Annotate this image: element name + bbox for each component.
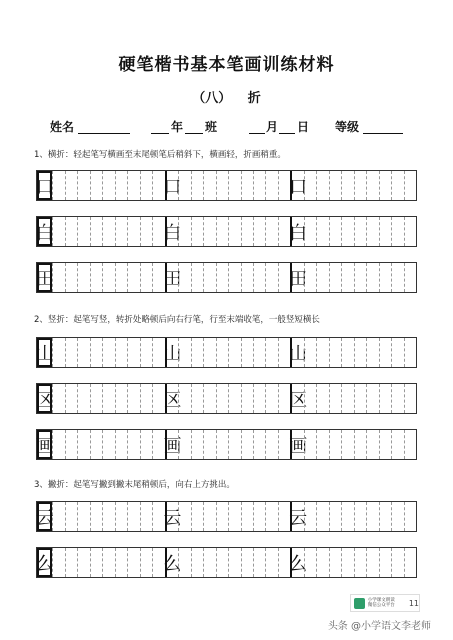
name-label: 姓名: [50, 120, 75, 134]
writing-cell[interactable]: [366, 502, 378, 531]
writing-cell[interactable]: [253, 430, 265, 459]
class-blank[interactable]: [185, 133, 203, 134]
writing-cell[interactable]: [65, 263, 77, 292]
writing-cell[interactable]: [316, 384, 328, 413]
writing-cell[interactable]: [52, 430, 64, 459]
model-cell: [37, 548, 52, 577]
writing-cell[interactable]: [191, 171, 203, 200]
writing-cell[interactable]: [52, 384, 64, 413]
writing-cell[interactable]: [391, 338, 403, 367]
writing-cell[interactable]: [391, 171, 403, 200]
writing-cell[interactable]: [115, 430, 127, 459]
writing-cell[interactable]: [140, 430, 152, 459]
writing-cell[interactable]: [379, 217, 391, 246]
writing-cell[interactable]: [115, 548, 127, 577]
writing-cell[interactable]: [329, 548, 341, 577]
writing-cell[interactable]: [216, 338, 228, 367]
writing-cell[interactable]: [329, 338, 341, 367]
writing-cell[interactable]: [391, 384, 403, 413]
writing-cell[interactable]: [102, 548, 114, 577]
writing-cell[interactable]: [354, 384, 366, 413]
writing-cell[interactable]: [304, 548, 316, 577]
writing-cell[interactable]: [178, 548, 190, 577]
model-cell: [289, 430, 308, 459]
writing-cell[interactable]: [191, 217, 203, 246]
writing-cell[interactable]: [77, 263, 89, 292]
writing-cell[interactable]: [52, 548, 64, 577]
writing-cell[interactable]: [404, 217, 416, 246]
practice-row: [36, 383, 417, 414]
writing-cell[interactable]: [316, 171, 328, 200]
writing-cell[interactable]: [216, 430, 228, 459]
writing-cell[interactable]: [366, 171, 378, 200]
writing-cell[interactable]: [127, 171, 139, 200]
writing-cell[interactable]: [178, 338, 190, 367]
writing-cell[interactable]: [329, 430, 341, 459]
model-cell: [163, 502, 182, 531]
writing-cell[interactable]: [52, 263, 64, 292]
writing-cell[interactable]: [52, 338, 64, 367]
writing-cell[interactable]: [329, 263, 341, 292]
wechat-logo-icon: [354, 598, 365, 609]
model-cell: [37, 502, 52, 531]
writing-cell[interactable]: [140, 217, 152, 246]
writing-cell[interactable]: [304, 430, 316, 459]
writing-cell[interactable]: [115, 217, 127, 246]
writing-cell[interactable]: [228, 171, 240, 200]
writing-cell[interactable]: [265, 548, 277, 577]
writing-cell[interactable]: [115, 502, 127, 531]
writing-cell[interactable]: [366, 384, 378, 413]
practice-row: [36, 547, 417, 578]
writing-cell[interactable]: [265, 502, 277, 531]
writing-cell[interactable]: [391, 263, 403, 292]
model-character: 田: [163, 268, 182, 290]
writing-cell[interactable]: [316, 502, 328, 531]
year-blank[interactable]: [151, 133, 169, 134]
model-character: 田: [35, 268, 54, 290]
writing-cell[interactable]: [191, 430, 203, 459]
model-character: 田: [289, 268, 308, 290]
writing-cell[interactable]: [404, 430, 416, 459]
model-character: 口: [289, 176, 308, 198]
writing-cell[interactable]: [102, 217, 114, 246]
writing-cell[interactable]: [265, 338, 277, 367]
practice-row: [36, 429, 417, 460]
writing-cell[interactable]: [228, 384, 240, 413]
writing-cell[interactable]: [115, 338, 127, 367]
writing-cell[interactable]: [253, 548, 265, 577]
month-blank[interactable]: [249, 133, 265, 134]
watermark: 头条 @小学语文李老师: [327, 621, 431, 632]
writing-cell[interactable]: [304, 263, 316, 292]
writing-cell[interactable]: [304, 171, 316, 200]
writing-cell[interactable]: [52, 502, 64, 531]
writing-cell[interactable]: [316, 263, 328, 292]
grade-label: 等级: [335, 120, 360, 134]
writing-cell[interactable]: [341, 384, 353, 413]
model-cell: [163, 171, 182, 200]
writing-cell[interactable]: [241, 217, 253, 246]
writing-cell[interactable]: [404, 548, 416, 577]
writing-cell[interactable]: [354, 217, 366, 246]
model-cell: [289, 338, 308, 367]
writing-cell[interactable]: [216, 548, 228, 577]
section-instruction: 2、竖折：起笔写竖，转折处略顿后向右行笔，行至末端收笔，一般竖短横长: [34, 315, 320, 325]
model-cell: [37, 338, 52, 367]
writing-cell[interactable]: [102, 338, 114, 367]
writing-cell[interactable]: [102, 263, 114, 292]
writing-cell[interactable]: [203, 171, 215, 200]
writing-cell[interactable]: [304, 338, 316, 367]
writing-cell[interactable]: [191, 548, 203, 577]
writing-cell[interactable]: [354, 430, 366, 459]
model-cell: [289, 548, 308, 577]
writing-cell[interactable]: [191, 263, 203, 292]
writing-cell[interactable]: [404, 338, 416, 367]
writing-cell[interactable]: [304, 217, 316, 246]
writing-cell[interactable]: [379, 430, 391, 459]
writing-cell[interactable]: [90, 263, 102, 292]
writing-cell[interactable]: [379, 171, 391, 200]
writing-cell[interactable]: [203, 263, 215, 292]
writing-cell[interactable]: [379, 384, 391, 413]
writing-cell[interactable]: [341, 548, 353, 577]
writing-cell[interactable]: [203, 338, 215, 367]
writing-cell[interactable]: [178, 263, 190, 292]
writing-cell[interactable]: [391, 217, 403, 246]
writing-cell[interactable]: [329, 217, 341, 246]
writing-cell[interactable]: [65, 430, 77, 459]
writing-cell[interactable]: [366, 548, 378, 577]
writing-cell[interactable]: [228, 338, 240, 367]
writing-cell[interactable]: [228, 430, 240, 459]
writing-cell[interactable]: [203, 384, 215, 413]
writing-cell[interactable]: [65, 171, 77, 200]
name-blank[interactable]: [78, 133, 130, 134]
writing-cell[interactable]: [65, 384, 77, 413]
writing-cell[interactable]: [127, 384, 139, 413]
lesson-number: （八）: [192, 91, 232, 106]
writing-cell[interactable]: [127, 217, 139, 246]
writing-cell[interactable]: [203, 502, 215, 531]
writing-cell[interactable]: [265, 217, 277, 246]
model-character: 山: [289, 343, 308, 365]
model-character: 区: [35, 389, 54, 411]
writing-cell[interactable]: [354, 502, 366, 531]
model-character: 画: [35, 435, 54, 457]
writing-cell[interactable]: [216, 263, 228, 292]
writing-cell[interactable]: [77, 502, 89, 531]
year-label: 年: [171, 120, 184, 134]
writing-cell[interactable]: [253, 384, 265, 413]
writing-cell[interactable]: [391, 548, 403, 577]
model-cell: [289, 171, 308, 200]
writing-cell[interactable]: [90, 217, 102, 246]
writing-cell[interactable]: [379, 502, 391, 531]
student-info: [50, 118, 420, 136]
writing-cell[interactable]: [354, 548, 366, 577]
practice-row: [36, 170, 417, 201]
model-character: 么: [35, 553, 54, 575]
writing-cell[interactable]: [77, 384, 89, 413]
writing-cell[interactable]: [140, 263, 152, 292]
model-character: 口: [35, 176, 54, 198]
writing-cell[interactable]: [341, 430, 353, 459]
writing-cell[interactable]: [228, 502, 240, 531]
writing-cell[interactable]: [203, 548, 215, 577]
writing-cell[interactable]: [90, 548, 102, 577]
account-text: 小学课文朗读 微信公众平台: [367, 598, 395, 608]
model-cell: [289, 502, 308, 531]
writing-cell[interactable]: [178, 384, 190, 413]
practice-row: [36, 337, 417, 368]
writing-cell[interactable]: [341, 338, 353, 367]
writing-cell[interactable]: [228, 217, 240, 246]
writing-cell[interactable]: [316, 338, 328, 367]
writing-cell[interactable]: [379, 263, 391, 292]
writing-cell[interactable]: [65, 548, 77, 577]
page-number: 11: [408, 598, 419, 608]
day-label: 日: [297, 120, 310, 134]
writing-cell[interactable]: [366, 217, 378, 246]
writing-cell[interactable]: [265, 263, 277, 292]
writing-cell[interactable]: [265, 171, 277, 200]
writing-cell[interactable]: [203, 217, 215, 246]
writing-cell[interactable]: [102, 171, 114, 200]
section-instruction: 1、横折：轻起笔写横画至末尾顿笔后稍斜下，横画轻，折画稍重。: [34, 150, 286, 160]
model-cell: [163, 263, 182, 292]
model-cell: [163, 384, 182, 413]
writing-cell[interactable]: [304, 502, 316, 531]
writing-cell[interactable]: [127, 430, 139, 459]
writing-cell[interactable]: [191, 384, 203, 413]
writing-cell[interactable]: [253, 263, 265, 292]
writing-cell[interactable]: [90, 502, 102, 531]
writing-cell[interactable]: [65, 502, 77, 531]
writing-cell[interactable]: [77, 430, 89, 459]
model-cell: [37, 171, 52, 200]
writing-cell[interactable]: [102, 430, 114, 459]
writing-cell[interactable]: [191, 502, 203, 531]
writing-cell[interactable]: [316, 217, 328, 246]
writing-cell[interactable]: [216, 384, 228, 413]
model-cell: [289, 217, 308, 246]
writing-cell[interactable]: [341, 502, 353, 531]
model-character: 画: [163, 435, 182, 457]
writing-cell[interactable]: [127, 502, 139, 531]
grade-blank[interactable]: [363, 133, 403, 134]
writing-cell[interactable]: [241, 338, 253, 367]
writing-cell[interactable]: [52, 171, 64, 200]
writing-cell[interactable]: [366, 430, 378, 459]
writing-cell[interactable]: [203, 430, 215, 459]
writing-cell[interactable]: [65, 217, 77, 246]
model-character: 云: [35, 507, 54, 529]
lesson-topic: 折: [247, 91, 261, 106]
model-character: 白: [35, 222, 54, 244]
writing-cell[interactable]: [90, 384, 102, 413]
writing-cell[interactable]: [140, 171, 152, 200]
writing-cell[interactable]: [115, 384, 127, 413]
writing-cell[interactable]: [178, 217, 190, 246]
writing-cell[interactable]: [102, 384, 114, 413]
writing-cell[interactable]: [127, 263, 139, 292]
account-badge: [350, 594, 420, 612]
writing-cell[interactable]: [77, 338, 89, 367]
writing-cell[interactable]: [366, 338, 378, 367]
writing-cell[interactable]: [253, 217, 265, 246]
model-character: 口: [163, 176, 182, 198]
writing-cell[interactable]: [265, 384, 277, 413]
practice-row: [36, 262, 417, 293]
writing-cell[interactable]: [404, 502, 416, 531]
writing-cell[interactable]: [77, 171, 89, 200]
writing-cell[interactable]: [329, 384, 341, 413]
model-character: 白: [163, 222, 182, 244]
writing-cell[interactable]: [253, 502, 265, 531]
writing-cell[interactable]: [366, 263, 378, 292]
model-character: 么: [289, 553, 308, 575]
writing-cell[interactable]: [191, 338, 203, 367]
model-character: 画: [289, 435, 308, 457]
writing-cell[interactable]: [241, 384, 253, 413]
writing-cell[interactable]: [329, 502, 341, 531]
writing-cell[interactable]: [265, 430, 277, 459]
writing-cell[interactable]: [379, 338, 391, 367]
writing-cell[interactable]: [102, 502, 114, 531]
model-cell: [163, 217, 182, 246]
writing-cell[interactable]: [354, 263, 366, 292]
model-character: 区: [163, 389, 182, 411]
writing-cell[interactable]: [127, 548, 139, 577]
writing-cell[interactable]: [178, 430, 190, 459]
writing-cell[interactable]: [316, 548, 328, 577]
writing-cell[interactable]: [404, 384, 416, 413]
writing-cell[interactable]: [140, 384, 152, 413]
section-instruction: 3、撇折：起笔写撇到撇末尾稍顿后，向右上方挑出。: [34, 480, 235, 490]
writing-cell[interactable]: [316, 430, 328, 459]
writing-cell[interactable]: [216, 217, 228, 246]
writing-cell[interactable]: [178, 502, 190, 531]
writing-cell[interactable]: [77, 217, 89, 246]
writing-cell[interactable]: [140, 548, 152, 577]
writing-cell[interactable]: [253, 171, 265, 200]
writing-cell[interactable]: [178, 171, 190, 200]
writing-cell[interactable]: [354, 338, 366, 367]
model-character: 云: [163, 507, 182, 529]
model-character: 白: [289, 222, 308, 244]
writing-cell[interactable]: [140, 502, 152, 531]
model-cell: [163, 548, 182, 577]
model-cell: [37, 384, 52, 413]
writing-cell[interactable]: [329, 171, 341, 200]
subtitle: [0, 87, 453, 106]
writing-cell[interactable]: [77, 548, 89, 577]
model-character: 山: [35, 343, 54, 365]
writing-cell[interactable]: [52, 217, 64, 246]
model-cell: [37, 263, 52, 292]
writing-cell[interactable]: [391, 430, 403, 459]
practice-row: [36, 501, 417, 532]
writing-cell[interactable]: [241, 548, 253, 577]
writing-cell[interactable]: [404, 263, 416, 292]
writing-cell[interactable]: [216, 502, 228, 531]
writing-cell[interactable]: [115, 263, 127, 292]
model-cell: [289, 384, 308, 413]
writing-cell[interactable]: [140, 338, 152, 367]
writing-cell[interactable]: [253, 338, 265, 367]
model-cell: [37, 217, 52, 246]
writing-cell[interactable]: [65, 338, 77, 367]
writing-cell[interactable]: [216, 171, 228, 200]
model-character: 山: [163, 343, 182, 365]
writing-cell[interactable]: [404, 171, 416, 200]
class-label: 班: [205, 120, 218, 134]
model-cell: [289, 263, 308, 292]
month-label: 月: [266, 120, 279, 134]
page-title: 硬笔楷书基本笔画训练材料: [118, 55, 335, 75]
model-character: 云: [289, 507, 308, 529]
writing-cell[interactable]: [241, 430, 253, 459]
writing-cell[interactable]: [341, 171, 353, 200]
model-cell: [37, 430, 52, 459]
writing-cell[interactable]: [241, 171, 253, 200]
writing-cell[interactable]: [90, 338, 102, 367]
writing-cell[interactable]: [228, 548, 240, 577]
writing-cell[interactable]: [90, 430, 102, 459]
model-character: 么: [163, 553, 182, 575]
writing-cell[interactable]: [241, 263, 253, 292]
writing-cell[interactable]: [391, 502, 403, 531]
writing-cell[interactable]: [304, 384, 316, 413]
model-cell: [163, 430, 182, 459]
writing-cell[interactable]: [354, 171, 366, 200]
writing-cell[interactable]: [341, 217, 353, 246]
writing-cell[interactable]: [228, 263, 240, 292]
writing-cell[interactable]: [241, 502, 253, 531]
model-cell: [163, 338, 182, 367]
writing-cell[interactable]: [115, 171, 127, 200]
writing-cell[interactable]: [127, 338, 139, 367]
writing-cell[interactable]: [341, 263, 353, 292]
model-character: 区: [289, 389, 308, 411]
writing-cell[interactable]: [90, 171, 102, 200]
day-blank[interactable]: [279, 133, 295, 134]
practice-row: [36, 216, 417, 247]
writing-cell[interactable]: [379, 548, 391, 577]
